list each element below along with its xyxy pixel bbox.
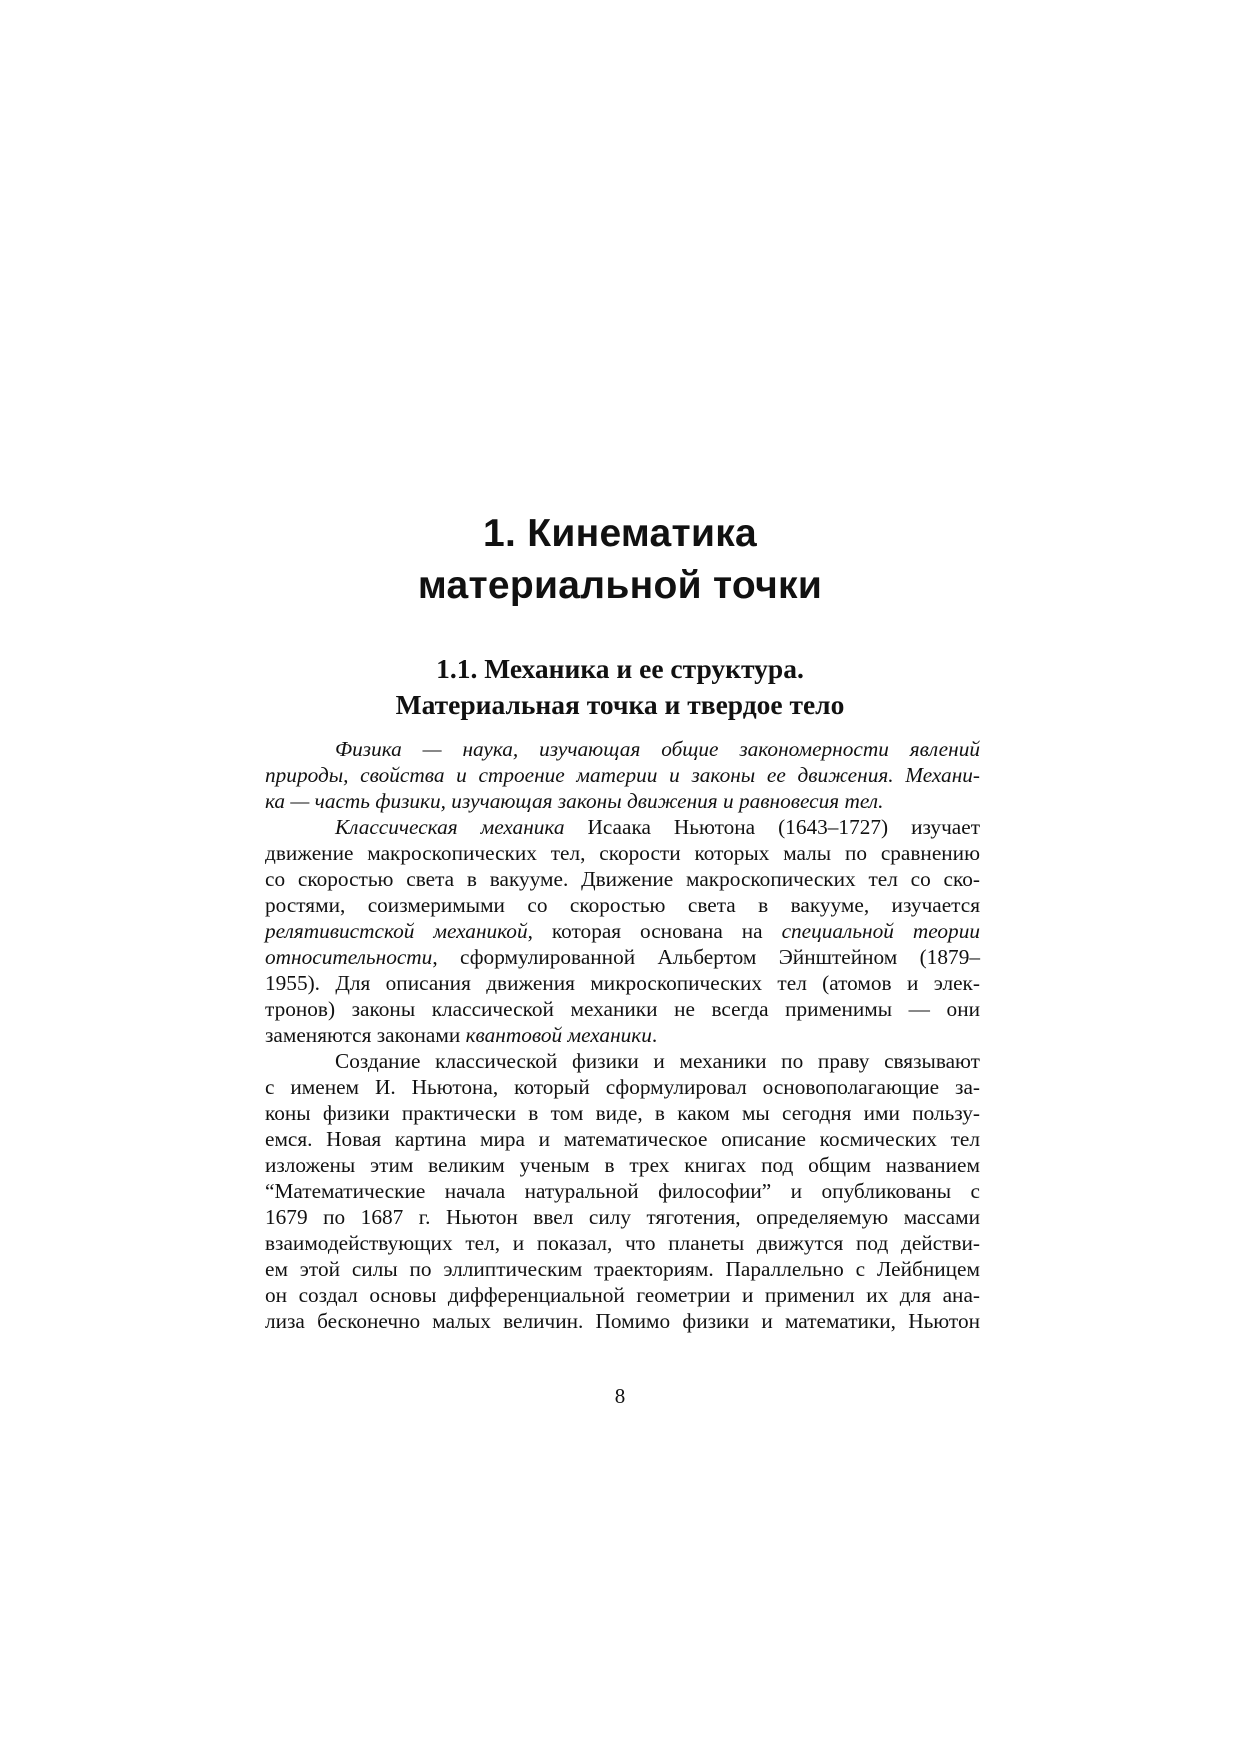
text-line: изложены этим великим ученым в трех книгах под общим названием (265, 1153, 980, 1177)
text-line: емся. Новая картина мира и математическое описание космических тел (265, 1127, 980, 1151)
chapter-title-line-1: 1. Кинематика (482, 512, 758, 555)
paragraph-newton (265, 1048, 980, 1334)
text-line: движение макроскопических тел, скорости которых малы по сравнению (265, 841, 980, 865)
text-line: Физика — наука, изучающая общие закономерности явлений (335, 737, 980, 761)
text-line: коны физики практически в том виде, в каком мы сегодня ими пользу- (265, 1101, 980, 1125)
text-line: он создал основы дифференциальной геометрии и применил их для ана- (265, 1283, 980, 1307)
text-line: ростями, соизмеримыми со скоростью света в вакууме, изучается (265, 893, 980, 917)
text-line: ка — часть физики, изучающая законы движения и равновесия тел. (265, 789, 884, 813)
body-text (265, 736, 980, 1334)
paragraph-definition (265, 736, 980, 814)
text-line: лиза бесконечно малых величин. Помимо физики и математики, Ньютон (265, 1309, 980, 1333)
text-line: с именем И. Ньютона, который сформулировал основополагающие за- (265, 1075, 980, 1099)
section-title-line-2: Материальная точка и твердое тело (395, 689, 845, 720)
text-line: заменяются законами квантовой механики. (265, 1023, 658, 1047)
text-line: “Математические начала натуральной философии” и опубликованы с (265, 1179, 980, 1203)
paragraph-classical-mechanics (265, 814, 980, 1048)
text-line: Классическая механика Исаака Ньютона (1643–1727) изучает (335, 815, 980, 839)
text-line: относительности, сформулированной Альбертом Эйнштейном (1879– (265, 945, 980, 969)
section-title-line-1: 1.1. Механика и ее структура. (436, 653, 804, 684)
text-line: Создание классической физики и механики по праву связывают (335, 1049, 980, 1073)
page-number: 8 (614, 1384, 626, 1408)
text-line: релятивистской механикой, которая основана на специальной теории (265, 919, 980, 943)
text-line: 1679 по 1687 г. Ньютон ввел силу тяготения, определяемую массами (265, 1205, 980, 1229)
chapter-title-line-2: материальной точки (417, 564, 823, 607)
text-line: тронов) законы классической механики не всегда применимы — они (265, 997, 980, 1021)
text-line: взаимодействующих тел, и показал, что планеты движутся под действи- (265, 1231, 980, 1255)
chapter-title (240, 508, 1000, 612)
text-line: со скоростью света в вакууме. Движение макроскопических тел со ско- (265, 867, 980, 891)
text-line: природы, свойства и строение материи и законы ее движения. Механи- (265, 763, 980, 787)
section-title (240, 651, 1000, 723)
text-line: 1955). Для описания движения микроскопических тел (атомов и элек- (265, 971, 980, 995)
text-line: ем этой силы по эллиптическим траекториям. Параллельно с Лейбницем (265, 1257, 980, 1281)
